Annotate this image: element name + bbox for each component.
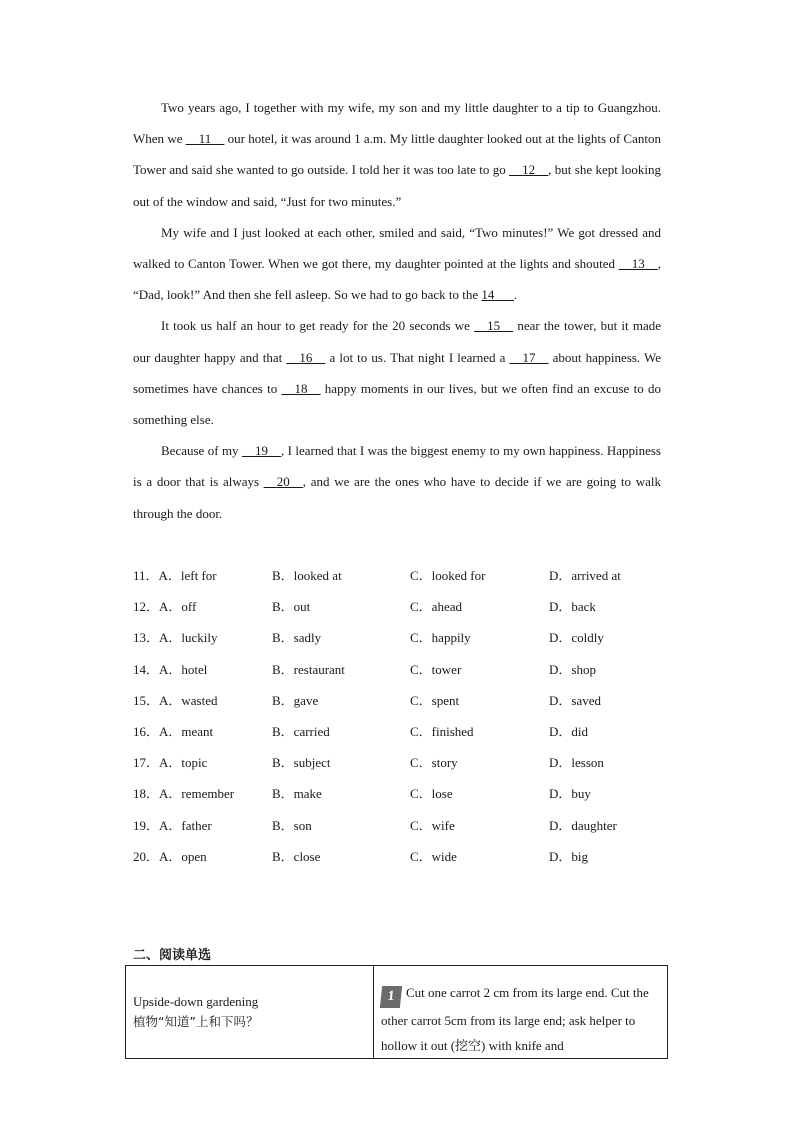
option-b: B．gave	[272, 692, 319, 708]
option-row-12	[133, 591, 673, 622]
option-row-18	[133, 778, 673, 809]
option-row-14	[133, 654, 673, 685]
option-row-11	[133, 560, 673, 591]
option-c: C．wide	[410, 848, 457, 864]
option-d: D．daughter	[549, 817, 617, 833]
text: Because of my	[161, 443, 242, 459]
blank-14: 14___	[481, 287, 514, 303]
option-c: C．looked for	[410, 568, 486, 583]
option-row-19	[133, 810, 673, 841]
option-b: B．looked at	[272, 568, 342, 583]
answer-options	[133, 560, 673, 872]
blank-20: __20__	[263, 474, 303, 490]
paragraph-4	[133, 435, 661, 529]
table-cell-step	[374, 966, 667, 1058]
text: .	[513, 287, 518, 303]
cloze-passage	[133, 92, 661, 529]
text: near the tower, but it made our daughter happy and that	[133, 318, 661, 365]
text: Two years ago, I together with my wife, my son and my little daughter to a tip to Guangzhou. When we	[133, 100, 661, 147]
table-cell-title	[126, 966, 374, 1058]
paragraph-2	[133, 217, 661, 311]
option-c: C．tower	[410, 661, 462, 677]
option-d: D．arrived at	[549, 568, 621, 583]
blank-16: __16__	[286, 349, 326, 365]
blank-19: __19__	[241, 443, 281, 459]
option-a: 12．A．off	[133, 599, 197, 615]
gardening-title: Upside-down gardening	[133, 994, 259, 1009]
option-a: 18．A．remember	[133, 786, 235, 802]
option-a: 11．A．left for	[133, 568, 217, 583]
option-d: D．back	[549, 599, 596, 615]
option-d: D．coldly	[549, 630, 604, 646]
text: , but she kept looking out of the window and said, “Just for two minutes.”	[133, 162, 661, 209]
text: It took us half an hour to get ready for the 20 seconds we	[161, 318, 475, 334]
option-row-16	[133, 716, 673, 747]
option-b: B．carried	[272, 723, 330, 739]
option-a: 15．A．wasted	[133, 692, 218, 708]
blank-17: __17__	[509, 349, 549, 365]
blank-11: __11__	[185, 131, 225, 147]
paragraph-3	[133, 310, 661, 435]
option-c: C．finished	[410, 723, 474, 739]
blank-18: __18__	[281, 380, 321, 396]
option-d: D．big	[549, 848, 589, 864]
reading-table	[125, 965, 668, 1059]
option-b: B．make	[272, 786, 322, 802]
option-d: D．buy	[549, 786, 591, 802]
blank-13: __13__	[618, 256, 658, 272]
option-c: C．wife	[410, 817, 455, 833]
text: our hotel, it was around 1 a.m. My little daughter looked out at the lights of Canton Tower and said she wanted to go outside. I told her it was too late to go	[133, 131, 661, 178]
option-c: C．happily	[410, 630, 471, 646]
option-a: 17．A．topic	[133, 755, 208, 771]
section-title: 二、阅读单选	[133, 948, 212, 963]
step-text: Cut one carrot 2 cm from its large end. Cut the other carrot 5cm from its large end; ask helper to hollow it out (挖空) with knife and	[381, 985, 649, 1053]
blank-12: __12__	[509, 162, 549, 178]
option-a: 13．A．luckily	[133, 630, 218, 646]
text: My wife and I just looked at each other, smiled and said, “Two minutes!” We got dressed and walked to Canton Tower. When we got there, my daughter pointed at the lights and shouted	[133, 224, 661, 272]
option-c: C．story	[410, 755, 458, 771]
option-row-20	[133, 841, 673, 872]
option-a: 16．A．meant	[133, 723, 214, 739]
option-row-15	[133, 685, 673, 716]
option-b: B．out	[272, 599, 311, 615]
option-a: 14．A．hotel	[133, 661, 208, 677]
option-a: 19．A．father	[133, 817, 212, 833]
paragraph-1	[133, 92, 661, 217]
text: a lot to us. That night I learned a	[325, 349, 510, 365]
option-a: 20．A．open	[133, 848, 207, 864]
text: about happiness. We sometimes have chances to	[133, 349, 661, 396]
text: , I learned that I was the biggest enemy to my own happiness. Happiness is a door that is always	[133, 443, 661, 490]
option-d: D．saved	[549, 692, 601, 708]
option-c: C．spent	[410, 692, 460, 708]
option-c: C．ahead	[410, 599, 462, 615]
option-b: B．close	[272, 848, 321, 864]
option-row-17	[133, 747, 673, 778]
option-b: B．subject	[272, 755, 331, 771]
text: happy moments in our lives, but we often find an excuse to do something else.	[133, 380, 661, 428]
gardening-subtitle: 植物“知道”上和下吗？	[133, 1014, 259, 1029]
option-c: C．lose	[410, 786, 453, 802]
option-row-13	[133, 622, 673, 653]
option-d: D．did	[549, 723, 589, 739]
option-b: B．sadly	[272, 630, 322, 646]
option-b: B．son	[272, 817, 312, 833]
option-d: D．shop	[549, 661, 596, 677]
option-b: B．restaurant	[272, 661, 345, 677]
step-number-icon: 1	[380, 986, 402, 1008]
blank-15: __15__	[474, 318, 514, 334]
text: , “Dad, look!” And then she fell asleep. So we had to go back to the	[133, 256, 661, 303]
text: , and we are the ones who have to decide if we are going to walk through the door.	[133, 474, 661, 521]
option-d: D．lesson	[549, 755, 604, 771]
